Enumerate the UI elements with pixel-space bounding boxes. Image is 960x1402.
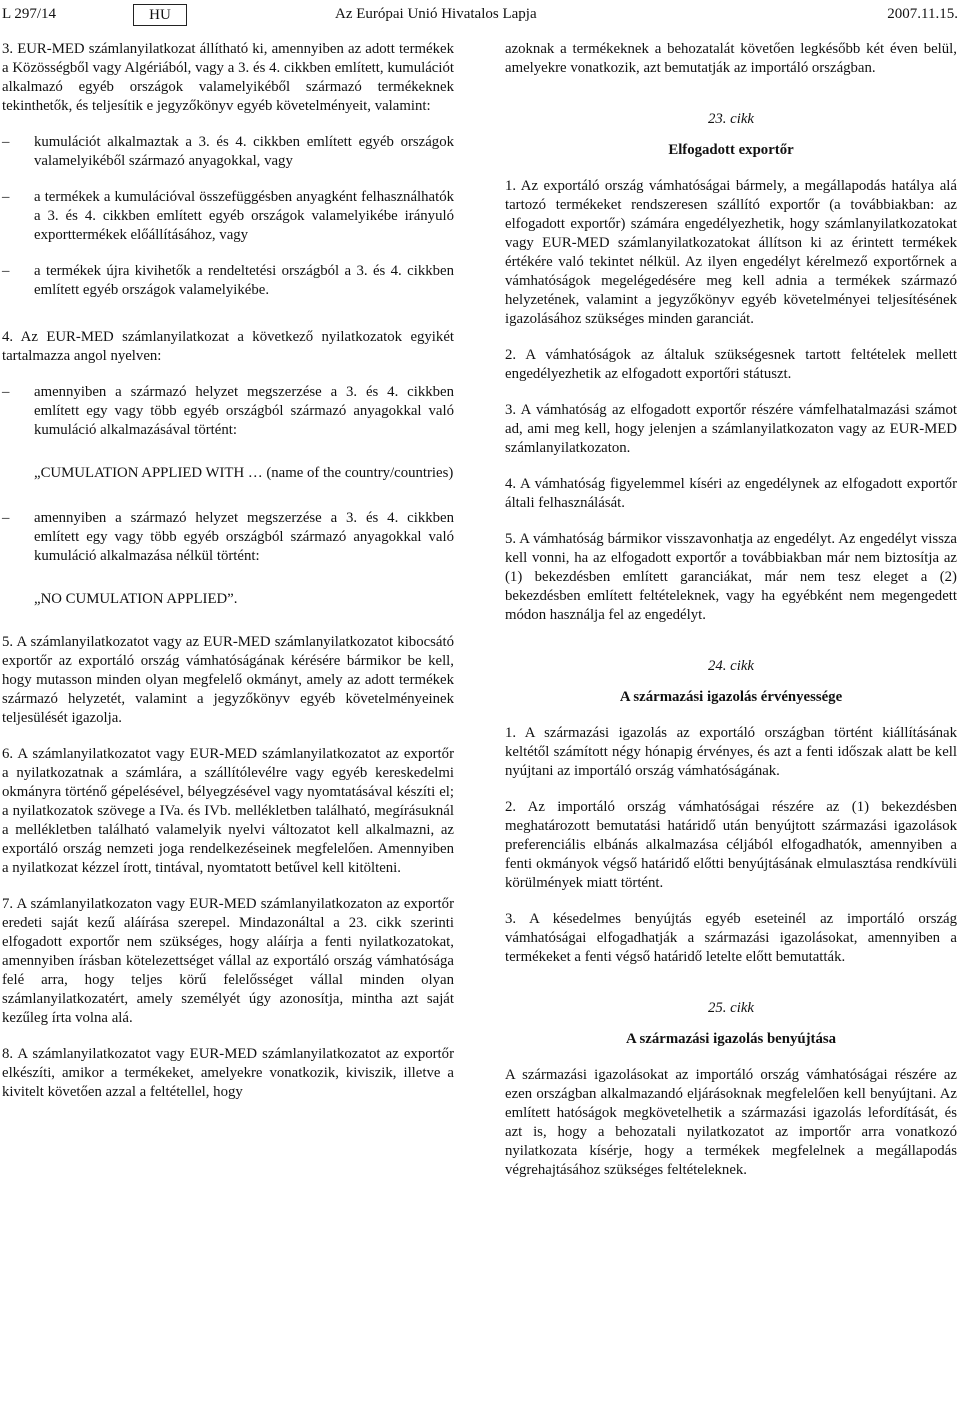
article-23-paragraph-4: 4. A vámhatóság figyelemmel kíséri az engedélynek az elfogadott exportőr általi felhasználását. xyxy=(505,476,957,511)
right-column xyxy=(505,40,957,1180)
left-column xyxy=(2,40,454,1102)
list-item: – a termékek újra kivihetők a rendeltetési országból a 3. és 4. cikkben említett egyéb országok valamelyikébe. xyxy=(2,262,454,300)
paragraph-5: 5. A számlanyilatkozatot vagy az EUR-MED számlanyilatkozatot kibocsátó exportőr az exportáló ország vámhatóságának kérésére bármikor be kell, hogy mutasson minden olyan megfelelő okmányt, amely az adott termékek származó helyzetét, valamint a jegyzőkönyv egyéb követelményeinek teljesülését igazolja. xyxy=(2,634,454,726)
article-23-paragraph-2: 2. A vámhatóságok az általuk szükségesnek tartott feltételek mellett engedélyezhetik az elfogadott exportőri státuszt. xyxy=(505,347,957,382)
list-item: – amennyiben a származó helyzet megszerzése a 3. és 4. cikkben említett egy vagy több egyéb országból származó anyagokkal való kumuláció alkalmazása nélkül történt: xyxy=(2,509,454,566)
article-23-paragraph-3: 3. A vámhatóság az elfogadott exportőr részére vámfelhatalmazási számot ad, ami meg kell, hogy jelenjen a számlanyilatkozaton vagy az EUR-MED számlanyilatkozaton. xyxy=(505,402,957,456)
continuation-text: azoknak a termékeknek a behozatalát követően legkésőbb két éven belül, amelyekre vonatkozik, azt bemutatják az importáló országban. xyxy=(505,41,957,76)
article-23-paragraph-1: 1. Az exportáló ország vámhatóságai bármely, a megállapodás hatálya alá tartozó termékeket rendszeresen szállító exportőr (a továbbiakban: az elfogadott exportőr) számára engedélyezhetik, hogy számlanyilatkozatokat vagy EUR-MED számlanyilatkozatokat állítson ki az érintett termékek értékére való tekintet nélkül. Az ilyen engedélyt kérelmező exportőrnek a vámhatóságok megelégedésére meg kell adnia a termékek származó helyzetének, valamint a jegyzőkönyv egyéb követelményei teljesítésének igazolásához szükséges minden garanciát. xyxy=(505,178,957,327)
journal-title: Az Európai Unió Hivatalos Lapja xyxy=(335,6,537,22)
quote-no-cumulation: „NO CUMULATION APPLIED”. xyxy=(34,591,238,607)
article-25-number: 25. cikk xyxy=(707,1000,754,1016)
article-24-number: 24. cikk xyxy=(707,658,754,674)
paragraph-6: 6. A számlanyilatkozatot vagy EUR-MED számlanyilatkozatot az exportőr a nyilatkozatnak a számlára, a szállítólevélre vagy egyéb kereskedelmi okmányra történő gépelésével, bélyegzésével vagy nyomtatásával készíti el; a nyilatkozatok szövege a IVa. és IVb. mellékletben található, megírásuknál a mellékletben található valamelyik nyelvi változatot kell alkalmazni, az exportáló ország nemzeti joga rendelkezéseinek megfelelően. Amennyiben a nyilatkozat kézzel írott, tintával, nyomtatott betűvel kell kitölteni. xyxy=(2,746,454,876)
article-23-paragraph-5: 5. A vámhatóság bármikor visszavonhatja az engedélyt. Az engedélyt vissza kell vonni, ha az elfogadott exportőr a továbbiakban már nem biztosítja az (1) bekezdésben említett garanciákat, már nem tesz eleget a (2) bekezdésben említett feltételeknek, vagy ha egyébként nem megengedett módon használja fel az engedélyt. xyxy=(505,531,957,623)
page-header xyxy=(0,4,960,26)
page-number: L 297/14 xyxy=(2,6,57,22)
article-24-paragraph-2: 2. Az importáló ország vámhatóságai részére az (1) bekezdésben meghatározott bemutatási határidő után benyújtott származási igazolások preferenciális elbánás alkalmazása céljából elfogadhatók, amennyiben a fenti okmányok végső határidő előtti benyújtásának elmulasztása rendkívüli körülmények miatt történt. xyxy=(505,799,957,891)
language-badge: HU xyxy=(133,4,187,26)
quote-cumulation-applied: „CUMULATION APPLIED WITH … (name of the country/countries) xyxy=(34,465,454,481)
paragraph-4: 4. Az EUR-MED számlanyilatkozat a következő nyilatkozatok egyikét tartalmazza angol nyelven: xyxy=(2,329,454,364)
paragraph-8: 8. A számlanyilatkozatot vagy EUR-MED számlanyilatkozatot az exportőr elkészíti, amikor a termékeket, amelyekre vonatkozik, kiviszik, illetve a kivitelt követően azzal a feltétellel, hogy xyxy=(2,1046,454,1100)
article-25-paragraph-1: A származási igazolásokat az importáló ország vámhatóságai részére az ezen országban alkalmazandó eljárásoknak megfelelően kell benyújtani. Az említett hatóságok megkövetelhetik a származási igazolás lefordítását, és azt is, hogy a behozatali nyilatkozatot az importőr arra vonatkozó nyilatkozata kísérje, hogy a termékek megfelelnek a megállapodás végrehajtásához szükséges feltételeknek. xyxy=(505,1067,957,1178)
article-23-number: 23. cikk xyxy=(707,111,754,127)
paragraph-7: 7. A számlanyilatkozaton vagy EUR-MED számlanyilatkozaton az exportőr eredeti saját kezű aláírása szerepel. Mindazonáltal a 23. cikk szerinti elfogadott exportőr nem szükséges, hogy aláírja a fenti nyilatkozatokat, amennyiben írásban kötelezettséget vállal az exportáló ország vámhatósága felé arra, hogy teljes körű felelősséget vállal minden olyan számlanyilatkozatért, amely személyét úgy azonosítja, mintha azt saját kezűleg írta volna alá. xyxy=(2,896,454,1026)
article-24-paragraph-3: 3. A késedelmes benyújtás egyéb eseteinél az importáló ország vámhatóságai elfogadhatják a származási igazolásokat, amennyiben a termékeket a fenti végső határidő letelte előtt bemutatták. xyxy=(505,911,957,965)
article-24-title: A származási igazolás érvényessége xyxy=(619,689,843,705)
article-24-paragraph-1: 1. A származási igazolás az exportáló országban történt kiállításának keltétől számított négy hónapig érvényes, és azt a fenti időszak alatt be kell nyújtani az importáló ország vámhatóságának. xyxy=(505,725,957,779)
paragraph-3: 3. EUR-MED számlanyilatkozat állítható ki, amennyiben az adott termékek a Közösségből vagy Algériából, vagy a 3. és 4. cikkben említett, kumulációt alkalmazó egyéb országok valamelyikéből származó termékeknek tekinthetők, és teljesítik e jegyzőkönyv egyéb követelményeit, valamint: xyxy=(2,41,454,114)
list-item: – a termékek a kumulációval összefüggésben anyagként felhasználhatók a 3. és 4. cikkben említett egyéb országok valamelyikébe irányuló exporttermékek előállításához, vagy xyxy=(2,188,454,245)
publication-date: 2007.11.15. xyxy=(887,6,958,22)
article-25-title: A származási igazolás benyújtása xyxy=(625,1031,837,1047)
list-item: – kumulációt alkalmaztak a 3. és 4. cikkben említett egyéb országok valamelyikéből származó anyagokkal, vagy xyxy=(2,133,454,171)
list-item: – amennyiben a származó helyzet megszerzése a 3. és 4. cikkben említett egy vagy több egyéb országból származó anyagokkal való kumuláció alkalmazásával történt: xyxy=(2,383,454,440)
article-23-title: Elfogadott exportőr xyxy=(668,142,794,158)
